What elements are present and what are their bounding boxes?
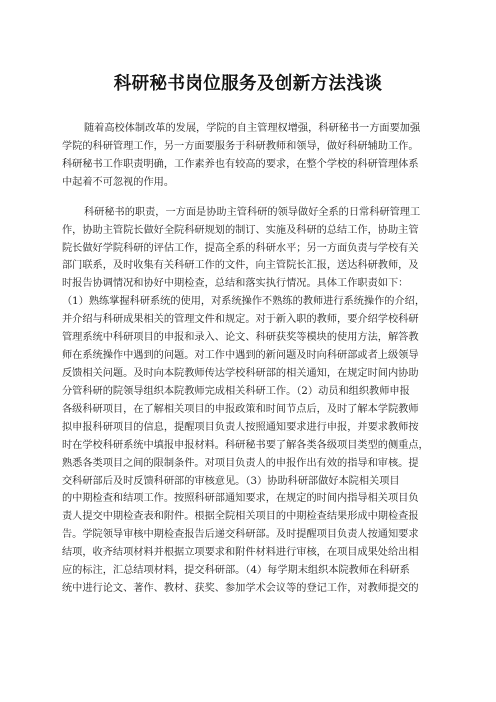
page-title: 科研秘书岗位服务及创新方法浅谈 — [113, 74, 383, 94]
text-line: 学院的科研管理工作，另一方面要服务于科研教师和领导，做好科研辅助工作。 — [62, 140, 419, 152]
text-line: 院长做好学院科研的评估工作，提高全系的科研水平；另一方面负责与学校有关 — [62, 242, 419, 254]
text-line: 中起着不可忽视的作用。 — [62, 176, 175, 188]
text-line: 科研秘书工作职责明确，工作素养也有较高的要求，在整个学校的科研管理体系 — [62, 158, 419, 170]
text-line: 反馈相关问题。及时向本院教师传达学校科研部的相关通知，在规定时间内协助 — [62, 367, 419, 379]
text-line: 告。学院领导审核中期检查报告后递交科研部。及时提醒项目负责人按通知要求 — [62, 529, 419, 541]
text-line: 随着高校体制改革的发展，学院的自主管理权增强，科研秘书一方面要加强 — [84, 123, 421, 134]
text-line: 应的标注，汇总结项材料，提交科研部。（4）每学期末组织本院教师在科研系 — [62, 565, 410, 577]
text-line: 各级科研项目，在了解相关项目的申报政策和时间节点后，及时了解本学院教师 — [62, 403, 419, 415]
text-line: 统中进行论文、著作、教材、获奖、参加学术会议等的登记工作，对教师提交的 — [62, 583, 419, 595]
text-line: 熟悉各类项目之间的限制条件。对项目负责人的申报作出有效的指导和审核。提 — [62, 457, 419, 469]
text-line: （1）熟练掌握科研系统的使用，对系统操作不熟练的教师进行系统操作的介绍， — [62, 296, 426, 308]
text-line: 科研秘书的职责，一方面是协助主管科研的领导做好全系的日常科研管理工 — [84, 206, 421, 218]
text-line: 责人提交中期检查表和附件。根据全院相关项目的中期检查结果形成中期检查报 — [62, 511, 419, 523]
text-line: 拟申报科研项目的信息，提醒项目负责人按照通知要求进行申报，并要求教师按 — [62, 421, 419, 433]
text-line: 师在系统操作中遇到的问题。对工作中遇到的新问题及时向科研部或者上级领导 — [62, 350, 419, 362]
text-line: 时在学校科研系统中填报申报材料。科研秘书要了解各类各级项目类型的侧重点， — [62, 439, 429, 451]
text-line: 作，协助主管院长做好全院科研规划的制订、实施及科研的总结工作，协助主管 — [62, 224, 419, 236]
text-line: 结项，收齐结项材料并根据立项要求和附件材料进行审核，在项目成果处给出相 — [62, 547, 419, 559]
paragraph-duties — [62, 204, 447, 598]
paragraph-intro — [62, 120, 447, 192]
text-line: 部门联系，及时收集有关科研工作的文件，向主管院长汇报，送达科研教师，及 — [62, 260, 419, 272]
text-line: 并介绍与科研成果相关的管理文件和规定。对于新入职的教师，要介绍学校科研 — [62, 314, 419, 326]
text-line: 分管科研的院领导组织本院教师完成相关科研工作。（2）动员和组织教师申报 — [62, 385, 410, 397]
document-body — [62, 120, 447, 598]
text-line: 管理系统中科研项目的申报和录入、论文、科研获奖等模块的使用方法，解答教 — [62, 332, 419, 344]
paragraph-gap — [62, 192, 447, 204]
text-line: 的中期检查和结项工作。按照科研部通知要求，在规定的时间内指导相关项目负 — [62, 493, 419, 505]
text-line: 交科研部后及时反馈科研部的审核意见。（3）协助科研部做好本院相关项目 — [62, 475, 400, 487]
text-line: 时报告协调情况和协好中期检查，总结和落实执行情况。具体工作职责如下： — [62, 278, 409, 290]
